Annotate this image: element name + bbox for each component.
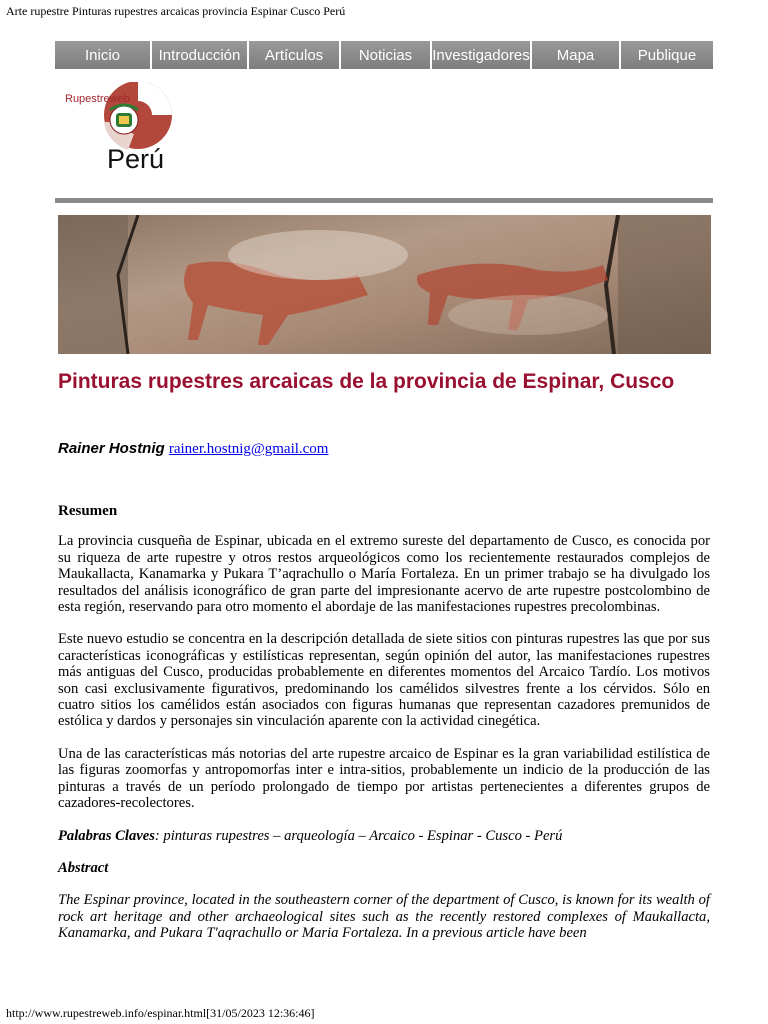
- resumen-heading: Resumen: [58, 503, 118, 519]
- logo-small-text: Rupestreweb: [65, 93, 130, 105]
- author-name: Rainer Hostnig: [58, 440, 165, 457]
- keywords-line: [58, 828, 710, 844]
- nav-item-mapa[interactable]: Mapa: [532, 41, 621, 69]
- main-navbar: [55, 41, 713, 69]
- site-logo[interactable]: [62, 82, 182, 182]
- abstract-heading: Abstract: [58, 859, 109, 876]
- article-title: Pinturas rupestres arcaicas de la provincia de Espinar, Cusco: [58, 370, 675, 393]
- nav-item-noticias[interactable]: Noticias: [341, 41, 432, 69]
- author-email-link[interactable]: rainer.hostnig@gmail.com: [168, 441, 329, 457]
- keywords-text: : pinturas rupestres – arqueología – Arcaico - Espinar - Cusco - Perú: [154, 827, 563, 844]
- paragraph: Una de las características más notorias del arte rupestre arcaico de Espinar es la gran variabilidad estilística de las figuras zoomorfas y antropomorfas inter e intra-sitios, probablemente un indicio de la producción de las pinturas a través de un período prolongado de tiempo por artistas pertenecientes a diferentes grupos de cazadores-recolectores.: [58, 745, 710, 812]
- logo-peru-text: Perú: [107, 144, 165, 174]
- author-line: [58, 440, 328, 458]
- nav-item-publique[interactable]: Publique: [621, 41, 713, 69]
- keywords-label: Palabras Claves: [58, 827, 155, 844]
- abstract-text: The Espinar province, located in the southeastern corner of the department of Cusco, is known for its wealth of rock art heritage and other archaeological sites such as the recently restored complexes of Maukallacta, Kanamarka, and Pukara T'aqrachullo or Maria Fortaleza. In a previous article have been: [58, 892, 710, 942]
- rock-art-banner-image: [58, 215, 711, 354]
- nav-item-introduccion[interactable]: Introducción: [152, 41, 249, 69]
- paragraph: Este nuevo estudio se concentra en la descripción detallada de siete sitios con pinturas rupestres las que por sus características iconográficas y estilísticas representan, según opinión del autor, las manifestaciones rupestres más antiguas del Cusco, producidas probablemente en diferentes momentos del Arcaico Tardío. Los motivos son casi exclusivamente figurativos, predominando los camélidos silvestres frente a los cérvidos. Sólo en cuatro sitios los camélidos están asociados con figuras humanas que representan cazadores premunidos de estólica y dardos y personajes sin vinculación aparente con la actividad cinegética.: [58, 631, 710, 730]
- nav-item-investigadores[interactable]: Investigadores: [432, 41, 532, 69]
- article-body: [58, 503, 710, 958]
- nav-item-inicio[interactable]: Inicio: [55, 41, 152, 69]
- nav-item-articulos[interactable]: Artículos: [249, 41, 341, 69]
- page-url-footer: http://www.rupestreweb.info/espinar.html[31/05/2023 12:36:46]: [6, 1006, 315, 1020]
- browser-page-title: Arte rupestre Pinturas rupestres arcaicas provincia Espinar Cusco Perú: [6, 4, 346, 18]
- paragraph: La provincia cusqueña de Espinar, ubicada en el extremo sureste del departamento de Cusco, es conocida por su riqueza de arte rupestre y otros restos arqueológicos como los recientemente restaurados complejos de Maukallacta, Kanamarka y Pukara T’aqrachullo o María Fortaleza. En un primer trabajo se ha divulgado los resultados del análisis iconográfico de gran parte del impresionante acervo de arte rupestre postcolombino de esta región, reservando para otro momento el abordaje de las manifestaciones rupestres precolombinas.: [58, 533, 710, 616]
- header-divider: [55, 198, 713, 203]
